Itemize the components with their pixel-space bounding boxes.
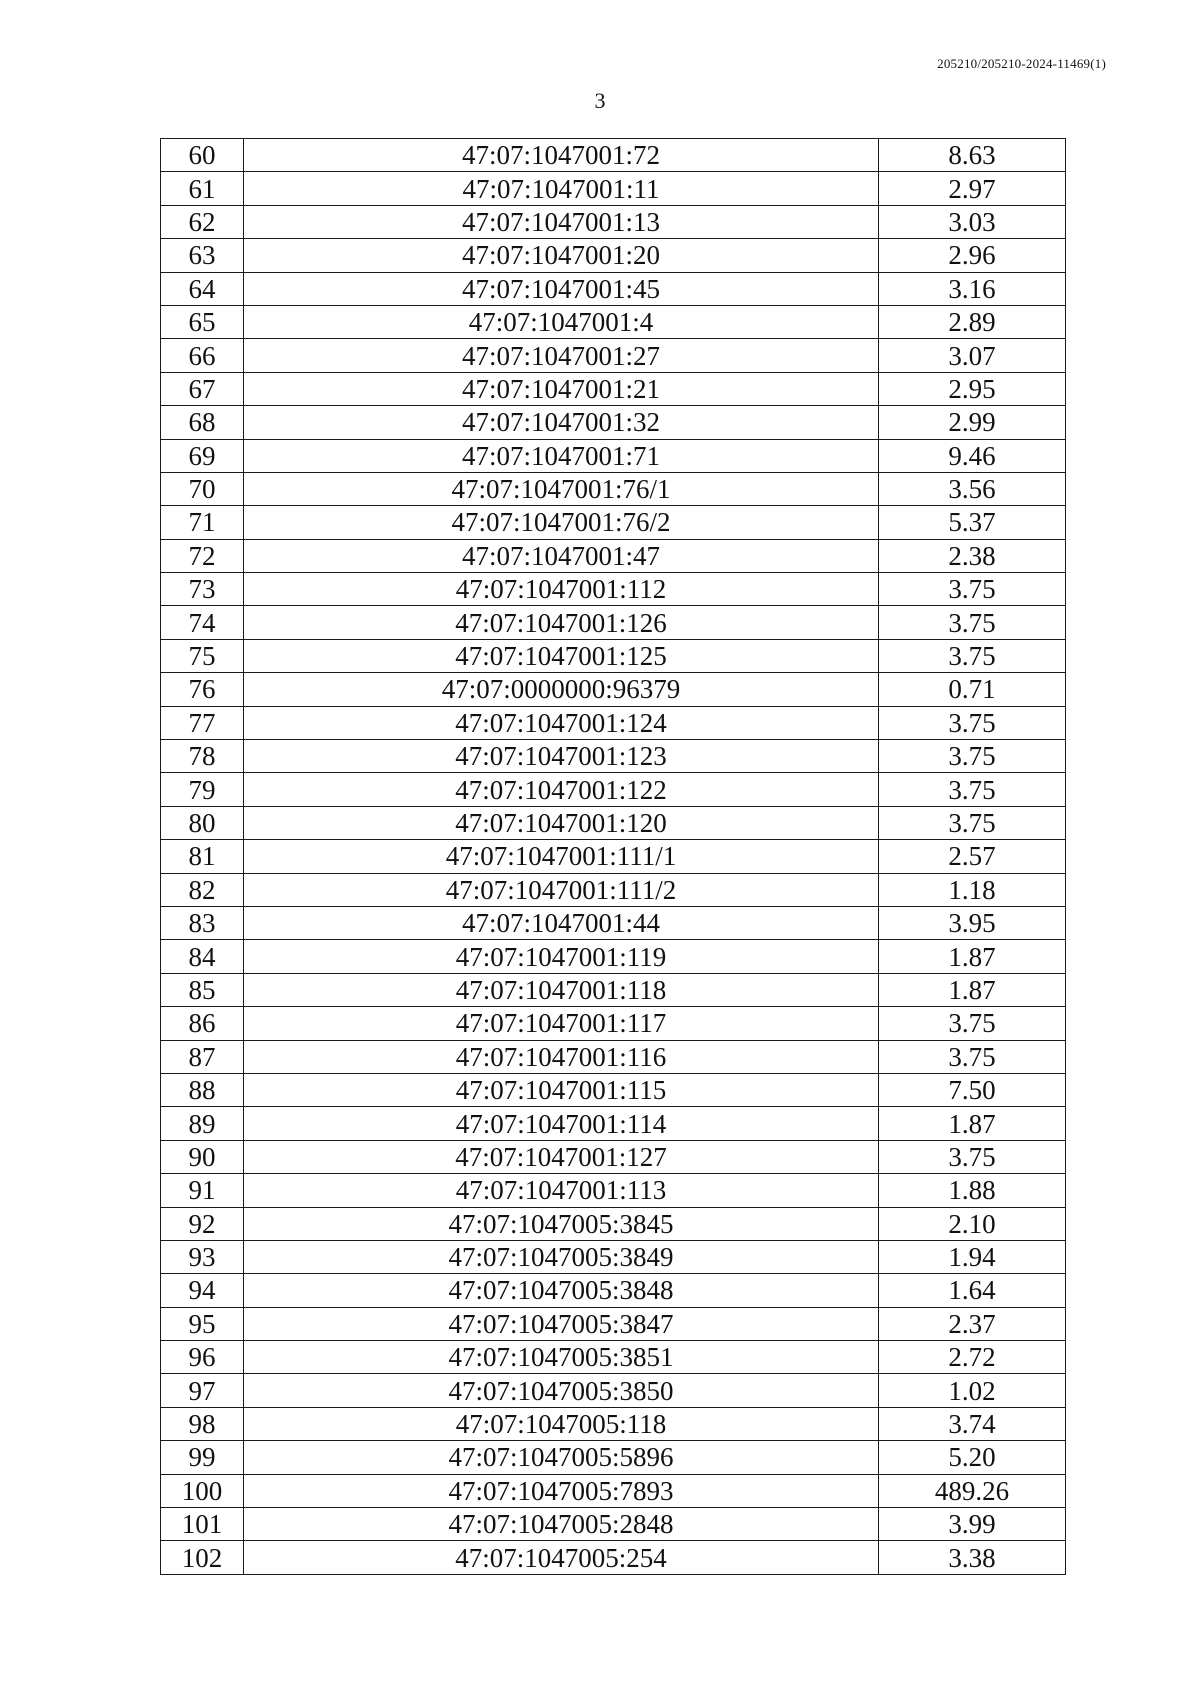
cadastral-number-cell: 47:07:1047005:118: [244, 1407, 879, 1440]
table-row: [161, 1007, 1066, 1040]
area-value-cell: 1.87: [879, 973, 1066, 1006]
area-value-cell: 1.87: [879, 940, 1066, 973]
cadastral-number-cell: 47:07:1047001:71: [244, 439, 879, 472]
area-value-cell: 2.10: [879, 1207, 1066, 1240]
table-row: [161, 239, 1066, 272]
table-row: [161, 940, 1066, 973]
area-value-cell: 1.94: [879, 1240, 1066, 1273]
table-row: [161, 1240, 1066, 1273]
table-row: [161, 1474, 1066, 1507]
area-value-cell: 2.57: [879, 840, 1066, 873]
cadastral-number-cell: 47:07:1047005:7893: [244, 1474, 879, 1507]
row-number-cell: 86: [161, 1007, 244, 1040]
row-number-cell: 77: [161, 706, 244, 739]
area-value-cell: 5.20: [879, 1441, 1066, 1474]
area-value-cell: 3.75: [879, 1040, 1066, 1073]
table-row: [161, 873, 1066, 906]
area-value-cell: 3.95: [879, 906, 1066, 939]
cadastral-number-cell: 47:07:1047005:3849: [244, 1240, 879, 1273]
area-value-cell: 489.26: [879, 1474, 1066, 1507]
table-row: [161, 773, 1066, 806]
cadastral-number-cell: 47:07:1047001:112: [244, 573, 879, 606]
table-row: [161, 906, 1066, 939]
cadastral-number-cell: 47:07:1047005:3851: [244, 1341, 879, 1374]
cadastral-number-cell: 47:07:1047001:122: [244, 773, 879, 806]
cadastral-number-cell: 47:07:1047005:5896: [244, 1441, 879, 1474]
area-value-cell: 2.72: [879, 1341, 1066, 1374]
row-number-cell: 76: [161, 673, 244, 706]
cadastral-number-cell: 47:07:1047001:27: [244, 339, 879, 372]
row-number-cell: 75: [161, 639, 244, 672]
table-row: [161, 1073, 1066, 1106]
cadastral-number-cell: 47:07:1047001:127: [244, 1140, 879, 1173]
area-value-cell: 3.75: [879, 1140, 1066, 1173]
table-row: [161, 1207, 1066, 1240]
area-value-cell: 9.46: [879, 439, 1066, 472]
parcel-table-body: [161, 139, 1066, 1575]
table-row: [161, 1541, 1066, 1574]
row-number-cell: 60: [161, 139, 244, 172]
area-value-cell: 3.74: [879, 1407, 1066, 1440]
row-number-cell: 69: [161, 439, 244, 472]
table-row: [161, 1107, 1066, 1140]
cadastral-number-cell: 47:07:1047005:2848: [244, 1508, 879, 1541]
row-number-cell: 102: [161, 1541, 244, 1574]
cadastral-number-cell: 47:07:1047001:124: [244, 706, 879, 739]
table-row: [161, 673, 1066, 706]
row-number-cell: 101: [161, 1508, 244, 1541]
table-row: [161, 1040, 1066, 1073]
row-number-cell: 66: [161, 339, 244, 372]
cadastral-number-cell: 47:07:1047001:47: [244, 539, 879, 572]
area-value-cell: 3.75: [879, 740, 1066, 773]
table-row: [161, 1374, 1066, 1407]
area-value-cell: 3.75: [879, 1007, 1066, 1040]
table-row: [161, 973, 1066, 1006]
table-row: [161, 706, 1066, 739]
table-row: [161, 1341, 1066, 1374]
area-value-cell: 3.56: [879, 472, 1066, 505]
table-row: [161, 1407, 1066, 1440]
cadastral-number-cell: 47:07:1047001:125: [244, 639, 879, 672]
area-value-cell: 8.63: [879, 139, 1066, 172]
row-number-cell: 63: [161, 239, 244, 272]
row-number-cell: 72: [161, 539, 244, 572]
row-number-cell: 82: [161, 873, 244, 906]
cadastral-number-cell: 47:07:1047001:13: [244, 205, 879, 238]
area-value-cell: 3.03: [879, 205, 1066, 238]
document-reference: 205210/205210-2024-11469(1): [937, 56, 1106, 71]
area-value-cell: 3.75: [879, 806, 1066, 839]
row-number-cell: 81: [161, 840, 244, 873]
row-number-cell: 100: [161, 1474, 244, 1507]
cadastral-number-cell: 47:07:1047005:3850: [244, 1374, 879, 1407]
area-value-cell: 5.37: [879, 506, 1066, 539]
table-row: [161, 1508, 1066, 1541]
area-value-cell: 3.38: [879, 1541, 1066, 1574]
row-number-cell: 94: [161, 1274, 244, 1307]
table-row: [161, 840, 1066, 873]
area-value-cell: 1.18: [879, 873, 1066, 906]
table-row: [161, 506, 1066, 539]
row-number-cell: 87: [161, 1040, 244, 1073]
table-row: [161, 305, 1066, 338]
row-number-cell: 61: [161, 172, 244, 205]
cadastral-number-cell: 47:07:1047001:118: [244, 973, 879, 1006]
table-row: [161, 1140, 1066, 1173]
area-value-cell: 1.64: [879, 1274, 1066, 1307]
row-number-cell: 65: [161, 305, 244, 338]
table-row: [161, 573, 1066, 606]
row-number-cell: 73: [161, 573, 244, 606]
area-value-cell: 2.38: [879, 539, 1066, 572]
area-value-cell: 1.88: [879, 1174, 1066, 1207]
page-number: 3: [594, 88, 606, 113]
cadastral-number-cell: 47:07:1047001:117: [244, 1007, 879, 1040]
table-row: [161, 1307, 1066, 1340]
table-row: [161, 1174, 1066, 1207]
row-number-cell: 71: [161, 506, 244, 539]
table-row: [161, 439, 1066, 472]
table-row: [161, 539, 1066, 572]
table-row: [161, 406, 1066, 439]
table-row: [161, 472, 1066, 505]
area-value-cell: 2.97: [879, 172, 1066, 205]
area-value-cell: 2.89: [879, 305, 1066, 338]
cadastral-number-cell: 47:07:1047001:120: [244, 806, 879, 839]
table-row: [161, 172, 1066, 205]
row-number-cell: 98: [161, 1407, 244, 1440]
table-row: [161, 372, 1066, 405]
row-number-cell: 70: [161, 472, 244, 505]
area-value-cell: 1.02: [879, 1374, 1066, 1407]
row-number-cell: 84: [161, 940, 244, 973]
cadastral-number-cell: 47:07:1047001:72: [244, 139, 879, 172]
cadastral-number-cell: 47:07:1047001:11: [244, 172, 879, 205]
cadastral-number-cell: 47:07:1047001:119: [244, 940, 879, 973]
area-value-cell: 3.75: [879, 773, 1066, 806]
row-number-cell: 92: [161, 1207, 244, 1240]
row-number-cell: 91: [161, 1174, 244, 1207]
area-value-cell: 2.95: [879, 372, 1066, 405]
row-number-cell: 68: [161, 406, 244, 439]
table-row: [161, 339, 1066, 372]
area-value-cell: 2.99: [879, 406, 1066, 439]
cadastral-number-cell: 47:07:1047005:254: [244, 1541, 879, 1574]
cadastral-number-cell: 47:07:1047001:111/1: [244, 840, 879, 873]
cadastral-number-cell: 47:07:1047001:4: [244, 305, 879, 338]
table-row: [161, 272, 1066, 305]
cadastral-number-cell: 47:07:1047001:21: [244, 372, 879, 405]
table-row: [161, 740, 1066, 773]
row-number-cell: 64: [161, 272, 244, 305]
table-row: [161, 139, 1066, 172]
row-number-cell: 93: [161, 1240, 244, 1273]
row-number-cell: 78: [161, 740, 244, 773]
cadastral-number-cell: 47:07:1047005:3847: [244, 1307, 879, 1340]
area-value-cell: 3.75: [879, 573, 1066, 606]
table-row: [161, 639, 1066, 672]
row-number-cell: 99: [161, 1441, 244, 1474]
cadastral-number-cell: 47:07:1047001:76/2: [244, 506, 879, 539]
row-number-cell: 88: [161, 1073, 244, 1106]
table-row: [161, 606, 1066, 639]
table-row: [161, 1274, 1066, 1307]
area-value-cell: 2.37: [879, 1307, 1066, 1340]
area-value-cell: 3.75: [879, 606, 1066, 639]
cadastral-number-cell: 47:07:1047001:126: [244, 606, 879, 639]
row-number-cell: 83: [161, 906, 244, 939]
row-number-cell: 74: [161, 606, 244, 639]
table-row: [161, 806, 1066, 839]
cadastral-number-cell: 47:07:1047001:32: [244, 406, 879, 439]
area-value-cell: 7.50: [879, 1073, 1066, 1106]
row-number-cell: 80: [161, 806, 244, 839]
cadastral-number-cell: 47:07:1047005:3845: [244, 1207, 879, 1240]
row-number-cell: 90: [161, 1140, 244, 1173]
row-number-cell: 95: [161, 1307, 244, 1340]
row-number-cell: 62: [161, 205, 244, 238]
row-number-cell: 97: [161, 1374, 244, 1407]
row-number-cell: 96: [161, 1341, 244, 1374]
cadastral-number-cell: 47:07:1047001:113: [244, 1174, 879, 1207]
cadastral-number-cell: 47:07:1047001:115: [244, 1073, 879, 1106]
table-row: [161, 1441, 1066, 1474]
row-number-cell: 85: [161, 973, 244, 1006]
table-row: [161, 205, 1066, 238]
area-value-cell: 3.16: [879, 272, 1066, 305]
cadastral-number-cell: 47:07:0000000:96379: [244, 673, 879, 706]
row-number-cell: 67: [161, 372, 244, 405]
row-number-cell: 89: [161, 1107, 244, 1140]
parcel-table: [160, 138, 1066, 1575]
cadastral-number-cell: 47:07:1047001:111/2: [244, 873, 879, 906]
area-value-cell: 2.96: [879, 239, 1066, 272]
area-value-cell: 0.71: [879, 673, 1066, 706]
area-value-cell: 3.99: [879, 1508, 1066, 1541]
cadastral-number-cell: 47:07:1047001:45: [244, 272, 879, 305]
cadastral-number-cell: 47:07:1047005:3848: [244, 1274, 879, 1307]
area-value-cell: 3.75: [879, 706, 1066, 739]
cadastral-number-cell: 47:07:1047001:20: [244, 239, 879, 272]
cadastral-number-cell: 47:07:1047001:114: [244, 1107, 879, 1140]
area-value-cell: 3.75: [879, 639, 1066, 672]
row-number-cell: 79: [161, 773, 244, 806]
parcel-table-container: [160, 138, 1065, 1575]
area-value-cell: 3.07: [879, 339, 1066, 372]
cadastral-number-cell: 47:07:1047001:76/1: [244, 472, 879, 505]
cadastral-number-cell: 47:07:1047001:116: [244, 1040, 879, 1073]
area-value-cell: 1.87: [879, 1107, 1066, 1140]
cadastral-number-cell: 47:07:1047001:123: [244, 740, 879, 773]
cadastral-number-cell: 47:07:1047001:44: [244, 906, 879, 939]
